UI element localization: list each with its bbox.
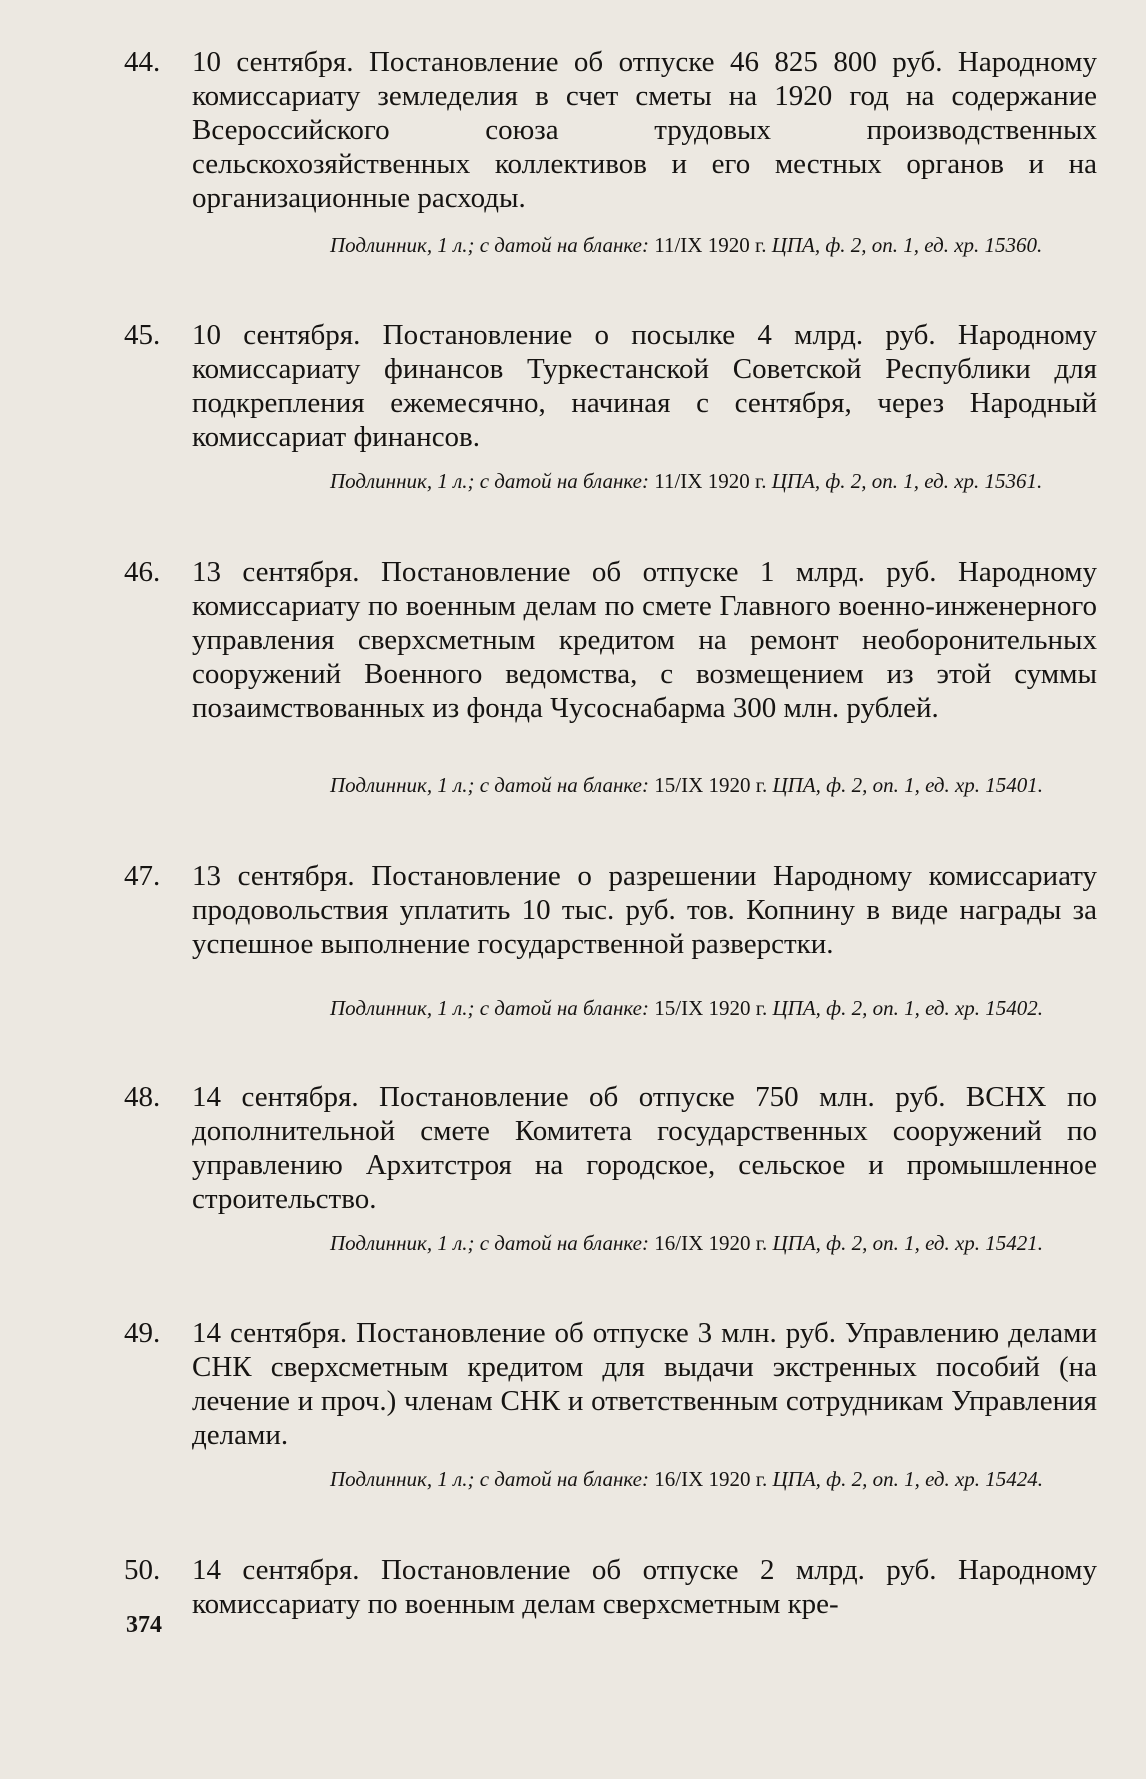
archive-citation	[272, 1464, 1097, 1494]
citation-reference: ЦПА, ф. 2, оп. 1, ед. хр. 15361.	[771, 469, 1043, 493]
entry-text: 14 сентября. Постановление об отпуске 2 млрд. руб. Народному комиссариату по военным делам сверхсметным кре-	[192, 1554, 1097, 1620]
citation-prefix: Подлинник, 1 л.; с датой на бланке:	[330, 233, 649, 257]
archive-citation	[272, 230, 1097, 260]
citation-prefix: Подлинник, 1 л.; с датой на бланке:	[330, 469, 649, 493]
citation-date: 16/IX 1920 г.	[654, 1231, 768, 1255]
entry-number: 45.	[124, 319, 161, 351]
archive-citation	[272, 993, 1097, 1023]
citation-date: 15/IX 1920 г.	[654, 773, 768, 797]
citation-prefix: Подлинник, 1 л.; с датой на бланке:	[330, 1231, 649, 1255]
entry-text: 10 сентября. Постановление о посылке 4 млрд. руб. Народному комиссариату финансов Туркестанской Советской Республики для подкрепления ежемесячно, начиная с сентября, через Народный комиссариат финансов.	[192, 319, 1097, 453]
citation-reference: ЦПА, ф. 2, оп. 1, ед. хр. 15360.	[771, 233, 1043, 257]
entry-text: 14 сентября. Постановление об отпуске 3 млн. руб. Управлению делами СНК сверхсметным кредитом для выдачи экстренных пособий (на лечение и проч.) членам СНК и ответственным сотрудникам Управления делами.	[192, 1317, 1097, 1451]
citation-date: 15/IX 1920 г.	[654, 996, 768, 1020]
entry-number: 46.	[124, 556, 161, 588]
page-number: 374	[126, 1612, 162, 1638]
entry-number: 48.	[124, 1081, 161, 1113]
entry-number: 44.	[124, 46, 161, 78]
citation-prefix: Подлинник, 1 л.; с датой на бланке:	[330, 773, 649, 797]
citation-date: 16/IX 1920 г.	[654, 1467, 768, 1491]
citation-reference: ЦПА, ф. 2, оп. 1, ед. хр. 15424.	[772, 1467, 1044, 1491]
entry-text: 13 сентября. Постановление об отпуске 1 млрд. руб. Народному комиссариату по военным делам по смете Главного военно-инженерного управления сверхсметным кредитом на ремонт необоронительных сооружений Военного ведомства, с возмещением из этой суммы позаимствованных из фонда Чусоснабарма 300 млн. рублей.	[192, 556, 1097, 724]
entry-number: 47.	[124, 860, 161, 892]
entry-number: 50.	[124, 1554, 161, 1586]
citation-reference: ЦПА, ф. 2, оп. 1, ед. хр. 15401.	[772, 773, 1044, 797]
entry-text: 10 сентября. Постановление об отпуске 46 825 800 руб. Народному комиссариату земледелия в счет сметы на 1920 год на содержание Всероссийского союза трудовых производственных сельскохозяйственных коллективов и его местных органов и на организационные расходы.	[192, 46, 1097, 214]
entry-number: 49.	[124, 1317, 161, 1349]
citation-date: 11/IX 1920 г.	[654, 233, 767, 257]
archive-citation	[272, 1228, 1097, 1258]
citation-reference: ЦПА, ф. 2, оп. 1, ед. хр. 15402.	[772, 996, 1044, 1020]
archive-citation	[272, 466, 1097, 496]
citation-prefix: Подлинник, 1 л.; с датой на бланке:	[330, 996, 649, 1020]
entry-text: 14 сентября. Постановление об отпуске 750 млн. руб. ВСНХ по дополнительной смете Комитета государственных сооружений по управлению Архитстроя на городское, сельское и промышленное строительство.	[192, 1081, 1097, 1215]
citation-date: 11/IX 1920 г.	[654, 469, 767, 493]
citation-prefix: Подлинник, 1 л.; с датой на бланке:	[330, 1467, 649, 1491]
citation-reference: ЦПА, ф. 2, оп. 1, ед. хр. 15421.	[772, 1231, 1044, 1255]
entry-text: 13 сентября. Постановление о разрешении Народному комиссариату продовольствия уплатить 10 тыс. руб. тов. Копнину в виде награды за успешное выполнение государственной разверстки.	[192, 860, 1097, 960]
archive-citation	[272, 770, 1097, 800]
